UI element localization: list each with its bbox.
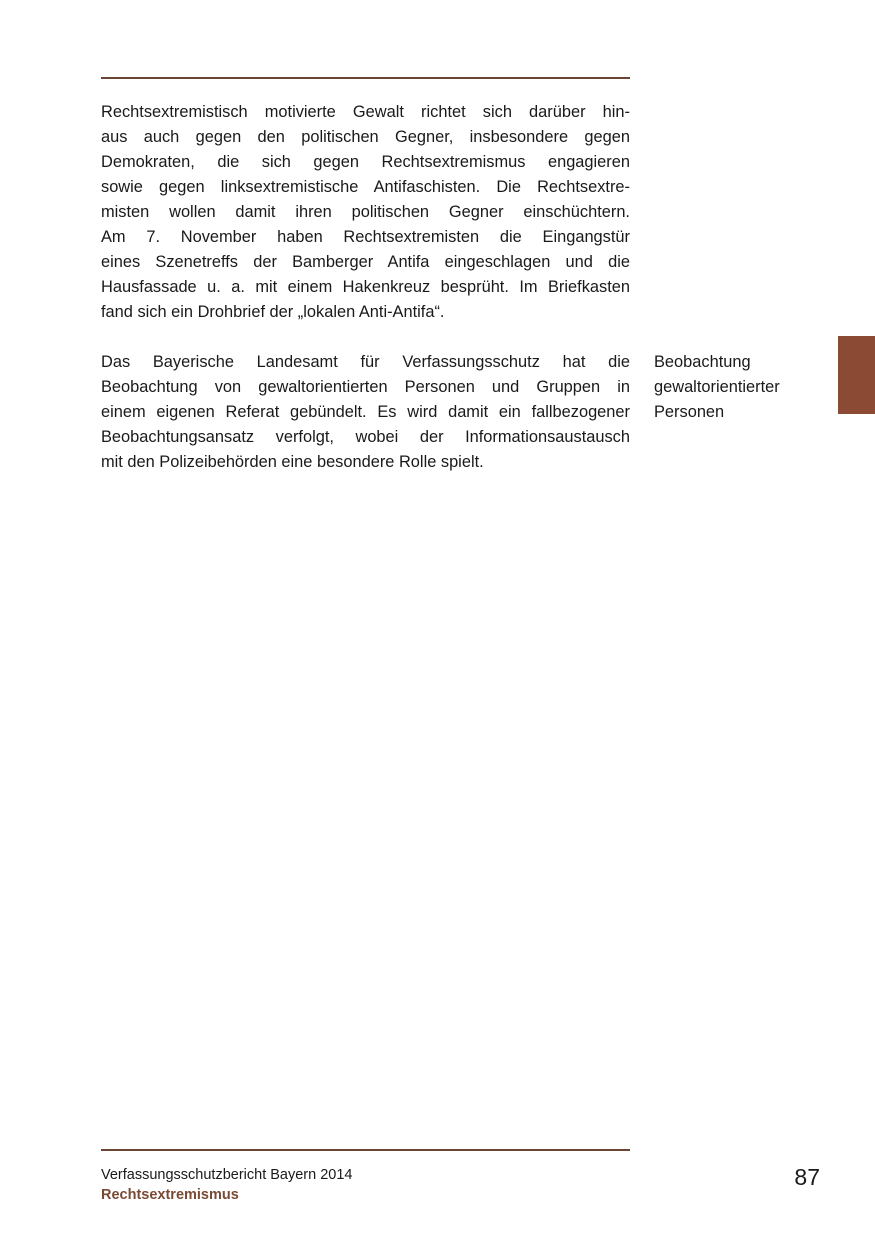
text-line: Das Bayerische Landesamt für Verfassungsschutz hat die bbox=[101, 353, 630, 371]
margin-note-line: Beobachtung bbox=[654, 353, 751, 371]
text-line: Beobachtung von gewaltorientierten Personen und Gruppen in bbox=[101, 378, 630, 396]
text-line: Beobachtungsansatz verfolgt, wobei der Informationsaustausch bbox=[101, 428, 630, 446]
footer-section-label: Rechtsextremismus bbox=[101, 1187, 239, 1203]
body-paragraph-1 bbox=[101, 100, 630, 325]
margin-note bbox=[654, 350, 824, 425]
text-line: Rechtsextremistisch motivierte Gewalt richtet sich darüber hin- bbox=[101, 103, 630, 121]
text-line: fand sich ein Drohbrief der „lokalen Anti-Antifa“. bbox=[101, 303, 445, 321]
text-line: einem eigenen Referat gebündelt. Es wird damit ein fallbezogener bbox=[101, 403, 630, 421]
text-line: mit den Polizeibehörden eine besondere Rolle spielt. bbox=[101, 453, 484, 471]
text-line: misten wollen damit ihren politischen Gegner einschüchtern. bbox=[101, 203, 630, 221]
text-line: Am 7. November haben Rechtsextremisten die Eingangstür bbox=[101, 228, 630, 246]
margin-note-line: Personen bbox=[654, 403, 725, 421]
text-line: sowie gegen linksextremistische Antifaschisten. Die Rechtsextre- bbox=[101, 178, 630, 196]
text-line: Demokraten, die sich gegen Rechtsextremismus engagieren bbox=[101, 153, 630, 171]
page-number: 87 bbox=[794, 1164, 820, 1190]
text-line: eines Szenetreffs der Bamberger Antifa eingeschlagen und die bbox=[101, 253, 630, 271]
text-line: aus auch gegen den politischen Gegner, insbesondere gegen bbox=[101, 128, 630, 146]
margin-note-line: gewaltorientierter bbox=[654, 378, 780, 396]
footer-publication-title: Verfassungsschutzbericht Bayern 2014 bbox=[101, 1167, 353, 1183]
text-line: Hausfassade u. a. mit einem Hakenkreuz besprüht. Im Briefkasten bbox=[101, 278, 630, 296]
chapter-tab-marker bbox=[838, 336, 875, 414]
body-paragraph-2 bbox=[101, 350, 630, 475]
top-divider bbox=[101, 77, 630, 79]
bottom-divider bbox=[101, 1149, 630, 1151]
